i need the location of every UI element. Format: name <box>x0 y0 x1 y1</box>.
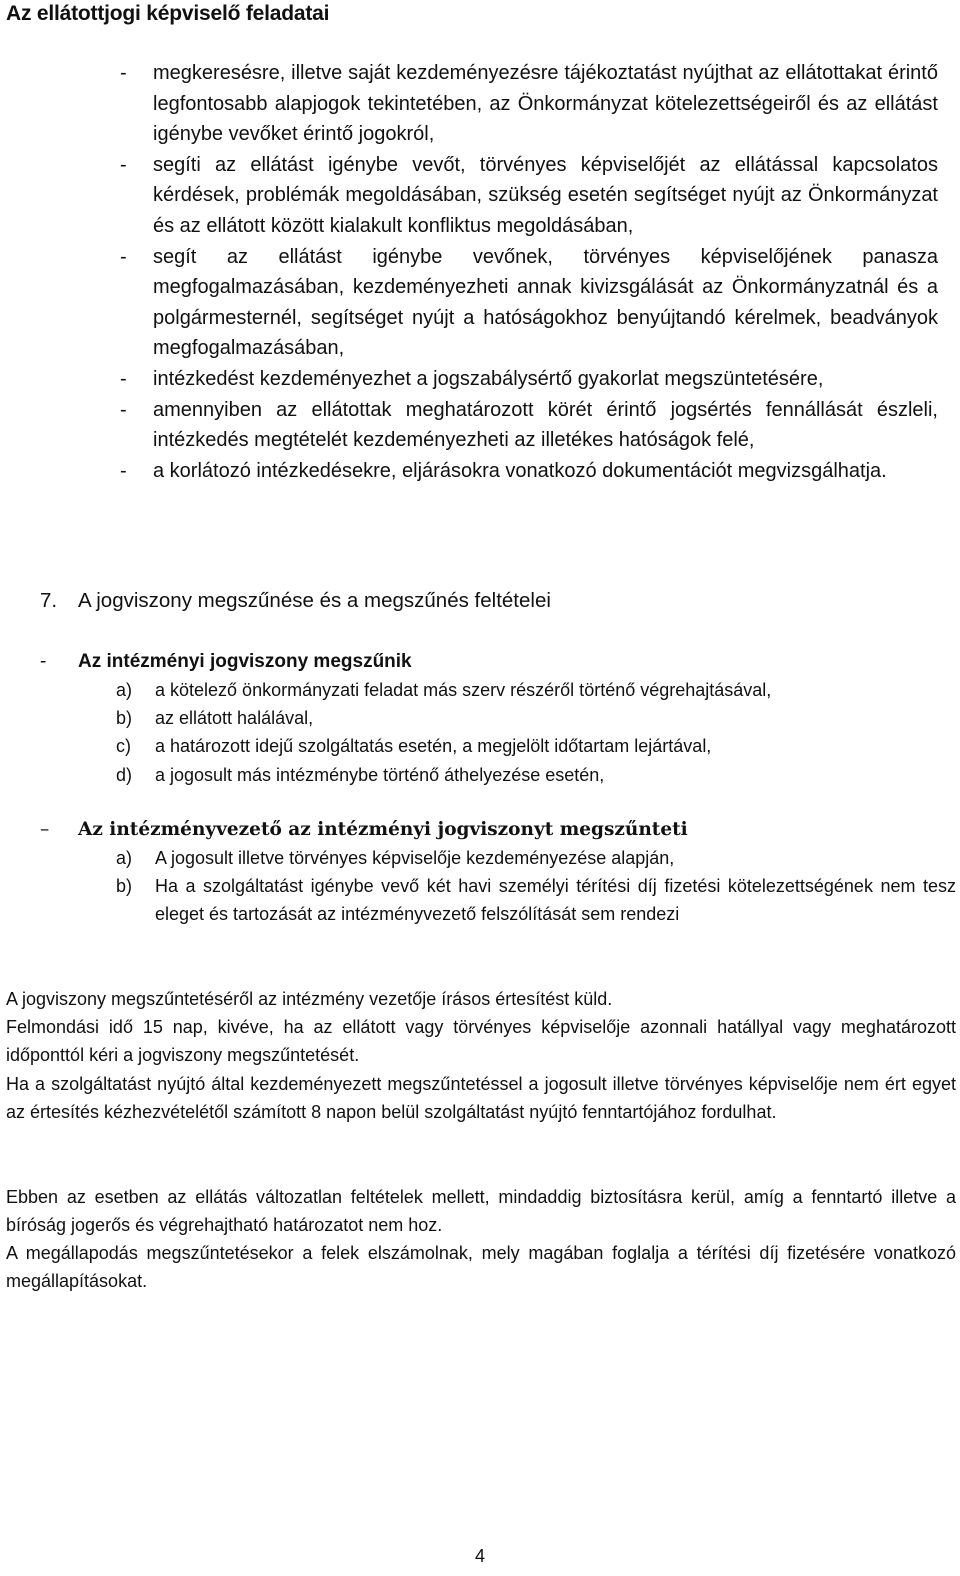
dash-bullet: - <box>120 245 127 268</box>
list-item-text: a korlátozó intézkedésekre, eljárásokra vonatkozó dokumentációt megvizsgálhatja. <box>153 459 887 482</box>
paragraph: A megállapodás megszűntetésekor a felek elszámolnak, mely magában foglalja a térítési díj fizetésére vonatkozó megállapításokat. <box>6 1243 956 1292</box>
institutional-termination-list <box>116 676 956 789</box>
list-item <box>116 844 956 872</box>
list-item-text: a jogosult más intézménybe történő áthelyezése esetén, <box>155 764 605 785</box>
list-item <box>116 761 956 789</box>
item-label: a) <box>116 680 133 700</box>
duties-list <box>120 58 938 486</box>
dash-bullet: - <box>40 651 47 672</box>
dash-bullet: - <box>120 398 127 421</box>
director-termination-list <box>116 844 956 929</box>
list-item <box>120 58 938 150</box>
section-number: 7. <box>40 589 58 612</box>
subsection-heading-institutional <box>40 648 412 676</box>
dash-bullet: – <box>40 819 50 840</box>
list-item <box>120 150 938 242</box>
list-item-text: segíti az ellátást igénybe vevőt, törvényes képviselőjét az ellátással kapcsolatos kérdések, problémák megoldásában, szükség esetén segítséget nyújt az Önkormányzat és az ellátott között kialakult konfliktus megoldásában, <box>153 153 938 237</box>
list-item-text: amennyiben az ellátottak meghatározott körét érintő jogsértés fennállását észleli, intézkedés megtételét kezdeményezheti az illetékes hatóságok felé, <box>153 398 938 452</box>
list-item <box>116 704 956 732</box>
page-title: Az ellátottjogi képviselő feladatai <box>6 2 330 25</box>
section-heading <box>40 586 551 616</box>
dash-bullet: - <box>120 459 127 482</box>
item-label: b) <box>116 708 133 729</box>
paragraph: A jogviszony megszűntetéséről az intézmény vezetője írásos értesítést küld. <box>6 989 613 1009</box>
list-item-text: a kötelező önkormányzati feladat más szerv részéről történő végrehajtásával, <box>155 680 772 700</box>
item-label: b) <box>116 876 133 897</box>
item-label: c) <box>116 736 131 757</box>
item-label: d) <box>116 764 133 785</box>
list-item <box>120 395 938 456</box>
list-item-text: Ha a szolgáltatást igénybe vevő két havi személyi térítési díj fizetési kötelezettségének nem tesz eleget és tartozását az intézményvezető felszólítását sem rendezi <box>155 876 956 925</box>
list-item <box>116 872 956 928</box>
dash-bullet: - <box>120 367 127 390</box>
paragraph: Felmondási idő 15 nap, kivéve, ha az ellátott vagy törvényes képviselője azonnali hatállyal vagy meghatározott időponttól kéri a jogviszony megszűntetését. <box>6 1017 956 1066</box>
paragraph: Ebben az esetben az ellátás változatlan feltételek mellett, mindaddig biztosításra kerül, amíg a fenntartó illetve a bíróság jogerős és végrehajtható határozatot nem hoz. <box>6 1187 956 1236</box>
list-item <box>116 732 956 760</box>
list-item-text: intézkedést kezdeményezhet a jogszabálysértő gyakorlat megszüntetésére, <box>153 367 824 390</box>
list-item-text: A jogosult illetve törvényes képviselője kezdeményezése alapján, <box>155 848 675 868</box>
dash-bullet: - <box>120 62 127 84</box>
dash-bullet: - <box>120 153 127 176</box>
list-item-text: segít az ellátást igénybe vevőnek, törvényes képviselőjének panasza megfogalmazásában, kezdeményezheti annak kivizsgálását az Önkormányzatnál és a polgármesternél, segítséget nyújt a hatóságokhoz benyújtandó kérelmek, beadványok megfogalmazásában, <box>153 245 938 360</box>
list-item-text: megkeresésre, illetve saját kezdeményezésre tájékoztatást nyújthat az ellátottakat érintő legfontosabb alapjogok tekintetében, az Önkormányzat kötelezettségeiről és az ellátást igénybe vevőket érintő jogokról, <box>153 62 938 146</box>
subsection-heading-director <box>40 816 688 844</box>
list-item <box>120 456 938 487</box>
list-item <box>116 676 956 704</box>
list-item-text: a határozott idejű szolgáltatás esetén, a megjelölt időtartam lejártával, <box>155 736 712 757</box>
list-item-text: az ellátott halálával, <box>155 708 314 729</box>
item-label: a) <box>116 848 133 868</box>
subsection-title: Az intézményvezető az intézményi jogviszonyt megszűnteti <box>78 819 688 840</box>
list-item <box>120 364 938 395</box>
list-item <box>120 242 938 364</box>
paragraph: Ha a szolgáltatást nyújtó által kezdeményezett megszűntetéssel a jogosult illetve törvényes képviselője nem ért egyet az értesítés kézhezvételétől számított 8 napon belül szolgáltatást nyújtó fenntartójához fordulhat. <box>6 1074 956 1123</box>
page-number: 4 <box>474 1546 485 1566</box>
subsection-title: Az intézményi jogviszony megszűnik <box>78 651 412 672</box>
section-title: A jogviszony megszűnése és a megszűnés feltételei <box>78 589 551 612</box>
